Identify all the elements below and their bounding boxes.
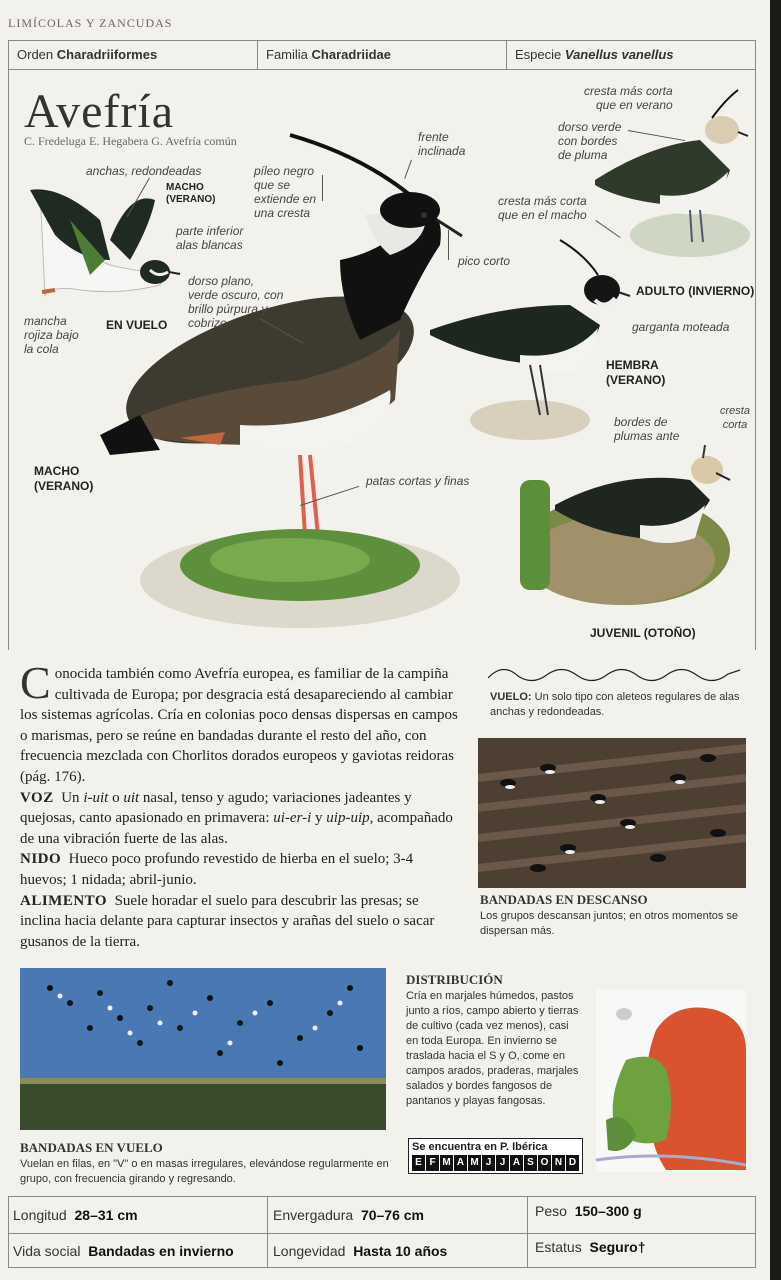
flying-flock-photo — [20, 968, 386, 1130]
label-macho-verano: MACHO (VERANO) — [34, 464, 94, 493]
stat-value: Bandadas en invierno — [88, 1243, 234, 1259]
flight-pattern-wave — [488, 662, 743, 684]
female-summer-illustration — [430, 240, 630, 440]
label-mancha: mancha rojiza bajo la cola — [24, 314, 79, 356]
page-title: Avefría — [24, 85, 175, 138]
stat-label: Vida social — [13, 1243, 81, 1259]
month-cell: M — [468, 1155, 481, 1171]
book-binding-shadow — [770, 0, 781, 1280]
nido-text: Hueco poco profundo revestido de hierba en el suelo; 3-4 huevos; 1 nidada; abril-junio. — [20, 851, 414, 888]
month-cell: J — [482, 1155, 495, 1171]
order-value: Charadriiformes — [56, 47, 158, 62]
resting-title: BANDADAS EN DESCANSO — [480, 892, 648, 907]
flying-flock-svg — [20, 968, 386, 1130]
family-value: Charadriidae — [311, 47, 392, 62]
resting-flock-svg — [478, 738, 746, 888]
stat-label: Longitud — [13, 1207, 67, 1223]
distribution-map-svg — [596, 990, 746, 1172]
running-head: LIMÍCOLAS Y ZANCUDAS — [8, 16, 173, 30]
stat-value: Seguro† — [589, 1239, 646, 1255]
stats-table — [8, 1196, 756, 1268]
distribution-map — [596, 990, 746, 1172]
voz-call: ui-er-i — [273, 810, 312, 827]
leader-line — [322, 175, 323, 201]
label-anchas: anchas, redondeadas — [86, 164, 202, 178]
stat-value: Hasta 10 años — [353, 1243, 448, 1259]
resting-text: Los grupos descansan juntos; en otros momentos se dispersan más. — [480, 910, 739, 937]
stat-value: 150–300 g — [574, 1203, 642, 1219]
stat-longitud — [13, 1207, 138, 1223]
family-label: Familia — [266, 47, 308, 62]
label-macho-verano-small: MACHO (VERANO) — [166, 182, 216, 205]
stat-label: Envergadura — [273, 1207, 354, 1223]
label-pico: pico corto — [458, 254, 511, 268]
resting-flock-photo — [478, 738, 746, 888]
iberia-box — [408, 1138, 583, 1174]
label-cresta-corta-macho: cresta más corta que en el macho — [498, 194, 587, 222]
month-cell: M — [440, 1155, 453, 1171]
month-cell: D — [566, 1155, 579, 1171]
voz-text: o — [108, 789, 124, 806]
label-patas: patas cortas y finas — [366, 474, 470, 488]
distribution-title: DISTRIBUCIÓN — [406, 972, 503, 987]
distribution-caption — [406, 972, 582, 1109]
month-strip — [412, 1155, 579, 1171]
flying-caption — [20, 1140, 390, 1187]
order-label: Orden — [17, 47, 54, 62]
label-juvenil: JUVENIL (OTOÑO) — [590, 626, 696, 640]
label-en-vuelo: EN VUELO — [106, 318, 168, 332]
adult-winter-illustration — [595, 90, 750, 257]
flying-text: Vuelan en filas, en "V" o en masas irregulares, elevándose regularmente en grupo, con frecuencia girando y regresando. — [20, 1158, 389, 1185]
drop-cap: C — [20, 657, 51, 708]
label-dorso-plano: dorso plano, verde oscuro, con brillo púrpura y cobrizo — [188, 274, 284, 330]
distribution-text: Cría en marjales húmedos, pastos junto a ríos, campo abierto y tierras de cultivo (cada vez menos), casi en toda Europa. En invierno se traslada hacia el S y O, come en campos arados, praderas, marjales salados y bordes fangosos de pantanos y playas fangosas. — [406, 990, 579, 1107]
common-names: C. Fredeluga E. Hegabera G. Avefría común — [24, 134, 237, 148]
flying-bird-illustration — [30, 189, 180, 295]
stat-value: 28–31 cm — [74, 1207, 138, 1223]
voz-text: nasal, tenso y agudo; variaciones jadeantes y quejosas, canto apasionado en primavera: — [20, 789, 412, 827]
flight-caption — [490, 690, 750, 720]
label-frente: frente inclinada — [418, 130, 466, 158]
intro-text: onocida también como Avefría europea, es familiar de la campiña cultivada de Europa; por desgracia está desapareciendo al cambiar los sistemas agrícolas. Cría en colonias poco densas dispersas en campos o marismas, pero se reúne en bandadas durante el resto del año, con frecuencia mezclada con Chorlitos dorados europeos y gaviotas reidoras (pág. 176). — [20, 666, 458, 785]
voz-text: acompañado de una vibración fuerte de las alas. — [20, 810, 453, 847]
flight-text: Un solo tipo con aleteos regulares de alas anchas y redondeadas. — [490, 691, 740, 718]
stat-value: 70–76 cm — [360, 1207, 425, 1223]
alimento-label: ALIMENTO — [20, 892, 108, 909]
flying-title: BANDADAS EN VUELO — [20, 1140, 163, 1155]
stat-label: Peso — [535, 1203, 567, 1219]
nido-label: NIDO — [20, 851, 62, 868]
month-cell: A — [510, 1155, 523, 1171]
grass-mound — [140, 529, 460, 628]
label-parte-inferior: parte inferior alas blancas — [176, 224, 244, 252]
month-cell: N — [552, 1155, 565, 1171]
iberia-label: Se encuentra en P. Ibérica — [412, 1141, 548, 1153]
month-cell: S — [524, 1155, 537, 1171]
stat-label: Estatus — [535, 1239, 582, 1255]
month-cell: E — [412, 1155, 425, 1171]
voz-label: VOZ — [20, 789, 54, 806]
label-pileo: píleo negro que se extiende en una cresta — [254, 164, 317, 220]
alimento-text: Suele horadar el suelo para descubrir las presas; se inclina hacia delante para capturar insectos y arañas del suelo o sacar gusanos de la tierra. — [20, 892, 435, 950]
voz-call: uip-uip, — [326, 810, 374, 827]
stat-estatus — [535, 1239, 646, 1255]
label-bordes-plumas: bordes de plumas ante — [614, 415, 680, 443]
species-value: Vanellus vanellus — [564, 47, 674, 62]
juvenile-illustration — [520, 445, 730, 605]
month-cell: O — [538, 1155, 551, 1171]
resting-caption — [480, 892, 750, 939]
voz-text: Un — [61, 789, 84, 806]
label-cresta-corta: cresta corta — [720, 405, 750, 431]
label-adulto-invierno: ADULTO (INVIERNO) — [636, 284, 755, 298]
flight-label: VUELO: — [490, 691, 532, 703]
stat-longevidad — [273, 1243, 447, 1259]
stat-envergadura — [273, 1207, 424, 1223]
month-cell: A — [454, 1155, 467, 1171]
leader-line — [448, 230, 449, 260]
month-cell: J — [496, 1155, 509, 1171]
species-label: Especie — [515, 47, 562, 62]
stat-label: Longevidad — [273, 1243, 346, 1259]
month-cell: F — [426, 1155, 439, 1171]
voz-text: y — [311, 810, 327, 827]
label-garganta: garganta moteada — [632, 320, 730, 334]
species-description — [20, 657, 460, 952]
label-cresta-corta-verano: cresta más corta que en verano — [584, 84, 673, 112]
stat-vida-social — [13, 1243, 234, 1259]
voz-call: i-uit — [83, 789, 109, 806]
label-dorso-verde: dorso verde con bordes de pluma — [558, 120, 622, 162]
label-hembra-verano: HEMBRA (VERANO) — [606, 358, 666, 387]
stat-peso — [535, 1203, 642, 1219]
voz-call: uit — [123, 789, 140, 806]
